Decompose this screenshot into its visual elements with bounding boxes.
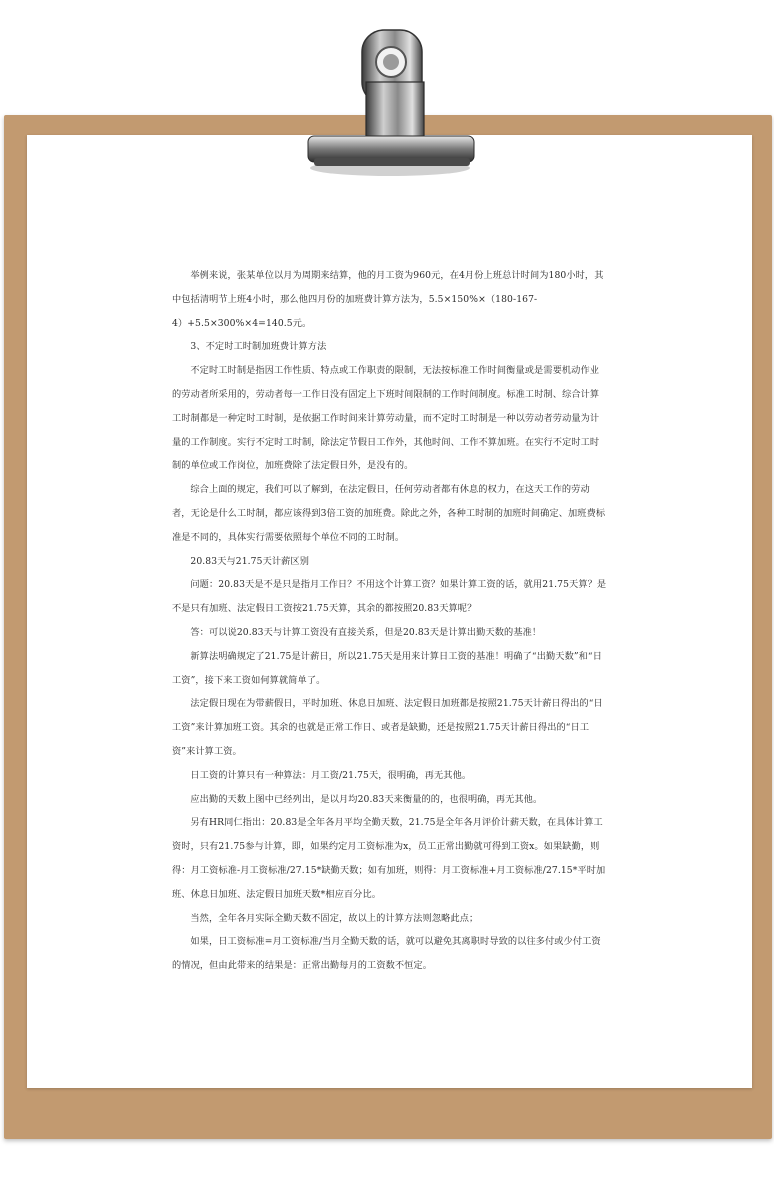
paragraph-irregular-definition: 不定时工时制是指因工作性质、特点或工作职责的限制，无法按标准工作时间衡量或是需要机动作业的劳动者所采用的，劳动者每一工作日没有固定上下班时间限制的工作时间制度。标准工时制、综合计算工时制都是一种定时工时制，是依据工作时间来计算劳动量，而不定时工时制是一种以劳动者劳动量为计量的工作制度。实行不定时工时制，除法定节假日工作外，其他时间、工作不算加班。在实行不定时工时制的单位或工作岗位，加班费除了法定假日外，是没有的。 xyxy=(172,365,600,472)
binder-clip-icon xyxy=(300,20,480,180)
document-body xyxy=(172,264,608,978)
paragraph-new-method: 新算法明确规定了21.75是计薪日，所以21.75天是用来计算日工资的基准！明确了“出勤天数”和“日工资”，接下来工资如何算就简单了。 xyxy=(172,650,603,686)
paragraph-of-course: 当然，全年各月实际全勤天数不固定，故以上的计算方法则忽略此点； xyxy=(190,912,479,924)
paragraph-question: 问题：20.83天是不是只是指月工作日？不用这个计算工资？如果计算工资的话，就用21.75天算？是不是只有加班、法定假日工资按21.75天算，其余的都按照20.83天算呢？ xyxy=(172,579,607,615)
paragraph-hr-note: 另有HR同仁指出：20.83是全年各月平均全勤天数，21.75是全年各月评价计薪天数，在具体计算工资时，只有21.75参与计算，即，如果约定月工资标准为x，员工正常出勤就可得到工资x。如果缺勤，则得：月工资标准-月工资标准/27.15*缺勤天数；如有加班，则得：月工资标准+月工资标准/27.15*平时加班、休息日加班、法定假日加班天数*相应百分比。 xyxy=(172,817,606,900)
heading-irregular-hours: 3、不定时工时制加班费计算方法 xyxy=(190,341,327,353)
paragraph-conclusion: 如果，日工资标准=月工资标准/当月全勤天数的话，就可以避免其离职时导致的以往多付或少付工资的情况，但由此带来的结果是：正常出勤每月的工资数不恒定。 xyxy=(172,936,601,972)
paragraph-attendance: 应出勤的天数上图中已经列出，是以月均20.83天来衡量的的，也很明确，再无其他。 xyxy=(190,793,543,805)
paragraph-summary: 综合上面的规定，我们可以了解到，在法定假日，任何劳动者都有休息的权力，在这天工作的劳动者，无论是什么工时制，都应该得到3倍工资的加班费。除此之外，各种工时制的加班时间确定、加班费标准是不同的，具体实行需要依照每个单位不同的工时制。 xyxy=(172,484,606,543)
paragraph-example: 举例来说，张某单位以月为周期来结算，他的月工资为960元，在4月份上班总计时间为180小时，其中包括清明节上班4小时，那么他四月份的加班费计算方法为，5.5×150%×（180-167-4）+5.5×300%×4=140.5元。 xyxy=(172,270,604,329)
paragraph-answer: 答：可以说20.83天与计算工资没有直接关系，但是20.83天是计算出勤天数的基准！ xyxy=(190,626,542,638)
paragraph-holiday: 法定假日现在为带薪假日，平时加班、休息日加班、法定假日加班都是按照21.75天计薪日得出的“日工资”来计算加班工资。其余的也就是正常工作日、或者是缺勤，还是按照21.75天计薪日得出的“日工资”来计算工资。 xyxy=(172,698,603,757)
heading-day-difference: 20.83天与21.75天计薪区别 xyxy=(190,555,310,567)
paragraph-daily-wage: 日工资的计算只有一种算法：月工资/21.75天，很明确，再无其他。 xyxy=(190,769,472,781)
